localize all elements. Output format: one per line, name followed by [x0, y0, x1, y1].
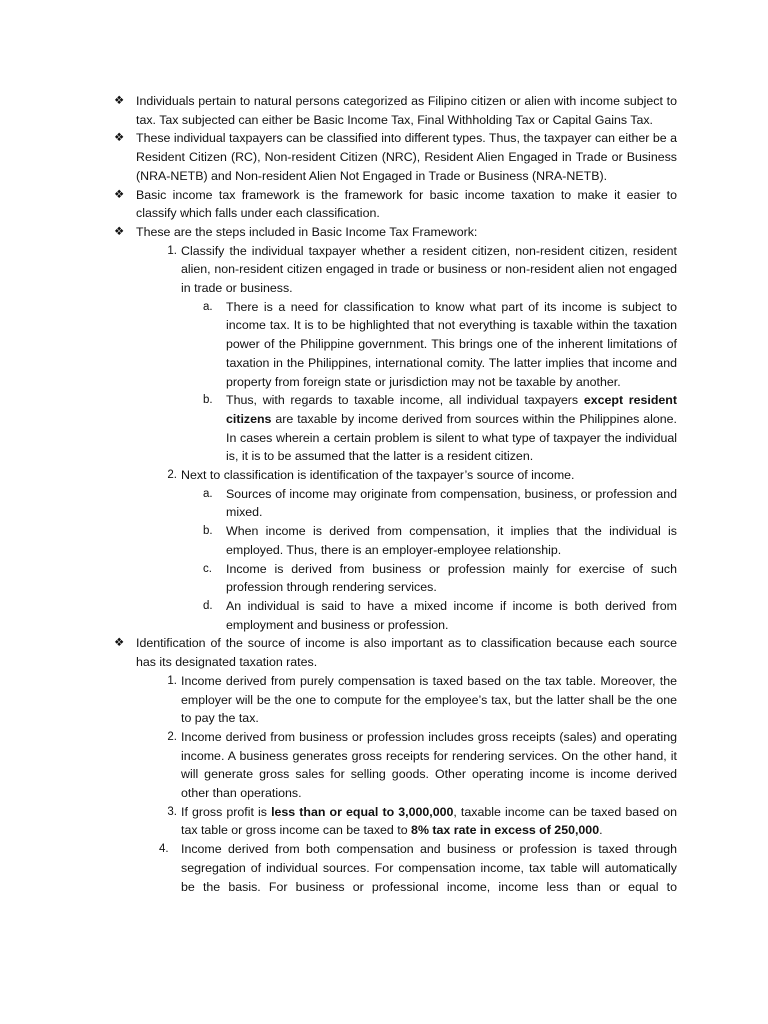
bullet-item-framework	[114, 186, 677, 223]
paragraph-text-post: are taxable by income derived from sources within the Philippines alone. In cases wherein a certain problem is silent to what type of taxpayer the individual is, it is to be assumed that the latter is a resident citizen.	[226, 411, 677, 464]
paragraph-text: Basic income tax framework is the framework for basic income taxation to make it easier to classify which falls under each classification.	[136, 187, 677, 221]
list-letter: a.	[203, 300, 213, 313]
list-number: 2.	[167, 469, 177, 482]
numbered-item	[167, 242, 677, 298]
list-number: 1.	[167, 674, 177, 687]
diamond-bullet-icon: ❖	[114, 637, 125, 650]
paragraph-text-pre: Thus, with regards to taxable income, all individual taxpayers	[226, 393, 584, 408]
diamond-bullet-icon: ❖	[114, 132, 125, 145]
numbered-item	[167, 728, 677, 803]
paragraph-text: Next to classification is identification of the taxpayer’s source of income.	[181, 468, 575, 483]
list-letter: d.	[203, 599, 213, 612]
list-letter: b.	[203, 394, 213, 407]
emphasis-text: less than or equal to 3,000,000	[271, 804, 454, 819]
paragraph-text: Income derived from purely compensation is taxed based on the tax table. Moreover, the employer will be the one to compute for the employee’s tax, but the latter shall be the one to pay the tax.	[181, 673, 677, 726]
lettered-item	[203, 522, 677, 559]
list-letter: a.	[203, 487, 213, 500]
diamond-bullet-icon: ❖	[114, 225, 125, 238]
numbered-item	[167, 672, 677, 728]
paragraph-text: When income is derived from compensation, it implies that the individual is employed. Thus, there is an employer-employee relationship.	[226, 524, 677, 557]
lettered-item	[203, 597, 677, 634]
bullet-item-taxpayer-types	[114, 129, 677, 185]
paragraph-text-pre: If gross profit is	[181, 804, 272, 819]
numbered-item	[167, 803, 677, 840]
list-letter: c.	[203, 562, 212, 575]
paragraph-text: An individual is said to have a mixed income if income is both derived from employment and business or profession.	[226, 598, 677, 632]
paragraph-text: Classify the individual taxpayer whether a resident citizen, non-resident citizen, resident alien, non-resident citizen engaged in trade or business or non-resident alien not engaged in trade or business.	[181, 243, 677, 296]
paragraph-text: Individuals pertain to natural persons categorized as Filipino citizen or alien with income subject to tax. Tax subjected can either be Basic Income Tax, Final Withholding Tax or Capital Gains Tax.	[136, 94, 677, 127]
paragraph-text: Sources of income may originate from compensation, business, or profession and mixed.	[226, 486, 677, 520]
lettered-item	[203, 485, 677, 522]
paragraph-text: These are the steps included in Basic Income Tax Framework:	[136, 224, 478, 239]
paragraph-text-mid: , taxable income can be taxed based on tax table or gross income can be taxed to	[181, 804, 677, 838]
paragraph-text: Income derived from business or profession includes gross receipts (sales) and operating income. A business generates gross receipts for rendering services. On the other hand, it will generate gross sales for selling goods. Other operating income is income derived other than operations.	[181, 729, 677, 801]
paragraph-text: These individual taxpayers can be classified into different types. Thus, the taxpayer can either be a Resident Citizen (RC), Non-resident Citizen (NRC), Resident Alien Engaged in Trade or Business (NRA-NETB) and Non-resident Alien Not Engaged in Trade or Business (NRA-NETB).	[136, 131, 677, 183]
lettered-item	[203, 391, 677, 466]
list-number: 2.	[167, 730, 177, 743]
paragraph-text: There is a need for classification to know what part of its income is subject to income tax. It is to be highlighted that not everything is taxable within the taxation power of the Philippine government. This brings one of the inherent limitations of taxation in the Philippines, international comity. The latter implies that income and property from foreign state or jurisdiction may not be taxable by another.	[226, 299, 677, 389]
lettered-item	[203, 298, 677, 392]
lettered-item	[203, 560, 677, 597]
list-number: 4.	[159, 843, 169, 856]
emphasis-text: 8% tax rate in excess of 250,000	[411, 823, 600, 838]
diamond-bullet-icon: ❖	[114, 188, 125, 201]
paragraph-text: Income is derived from business or profession mainly for exercise of such profession through rendering services.	[226, 561, 677, 595]
diamond-bullet-icon: ❖	[114, 95, 125, 107]
list-number: 3.	[167, 805, 177, 818]
numbered-item	[167, 466, 677, 485]
numbered-item	[159, 840, 677, 896]
document-body	[0, 92, 768, 896]
paragraph-text: Income derived from both compensation and business or profession is taxed through segregation of individual sources. For compensation income, tax table will automatically be the basis. For business or professional income, income less than or equal to	[181, 842, 677, 894]
emphasis-text: except resident citizens	[226, 393, 677, 426]
bullet-item-individuals	[114, 92, 677, 129]
bullet-item-source-identification	[114, 634, 677, 671]
bullet-item-steps	[114, 223, 677, 242]
list-letter: b.	[203, 525, 213, 538]
list-number: 1.	[167, 244, 177, 257]
paragraph-text-post: .	[599, 823, 603, 838]
paragraph-text: Identification of the source of income is also important as to classification because each source has its designated taxation rates.	[136, 636, 677, 670]
